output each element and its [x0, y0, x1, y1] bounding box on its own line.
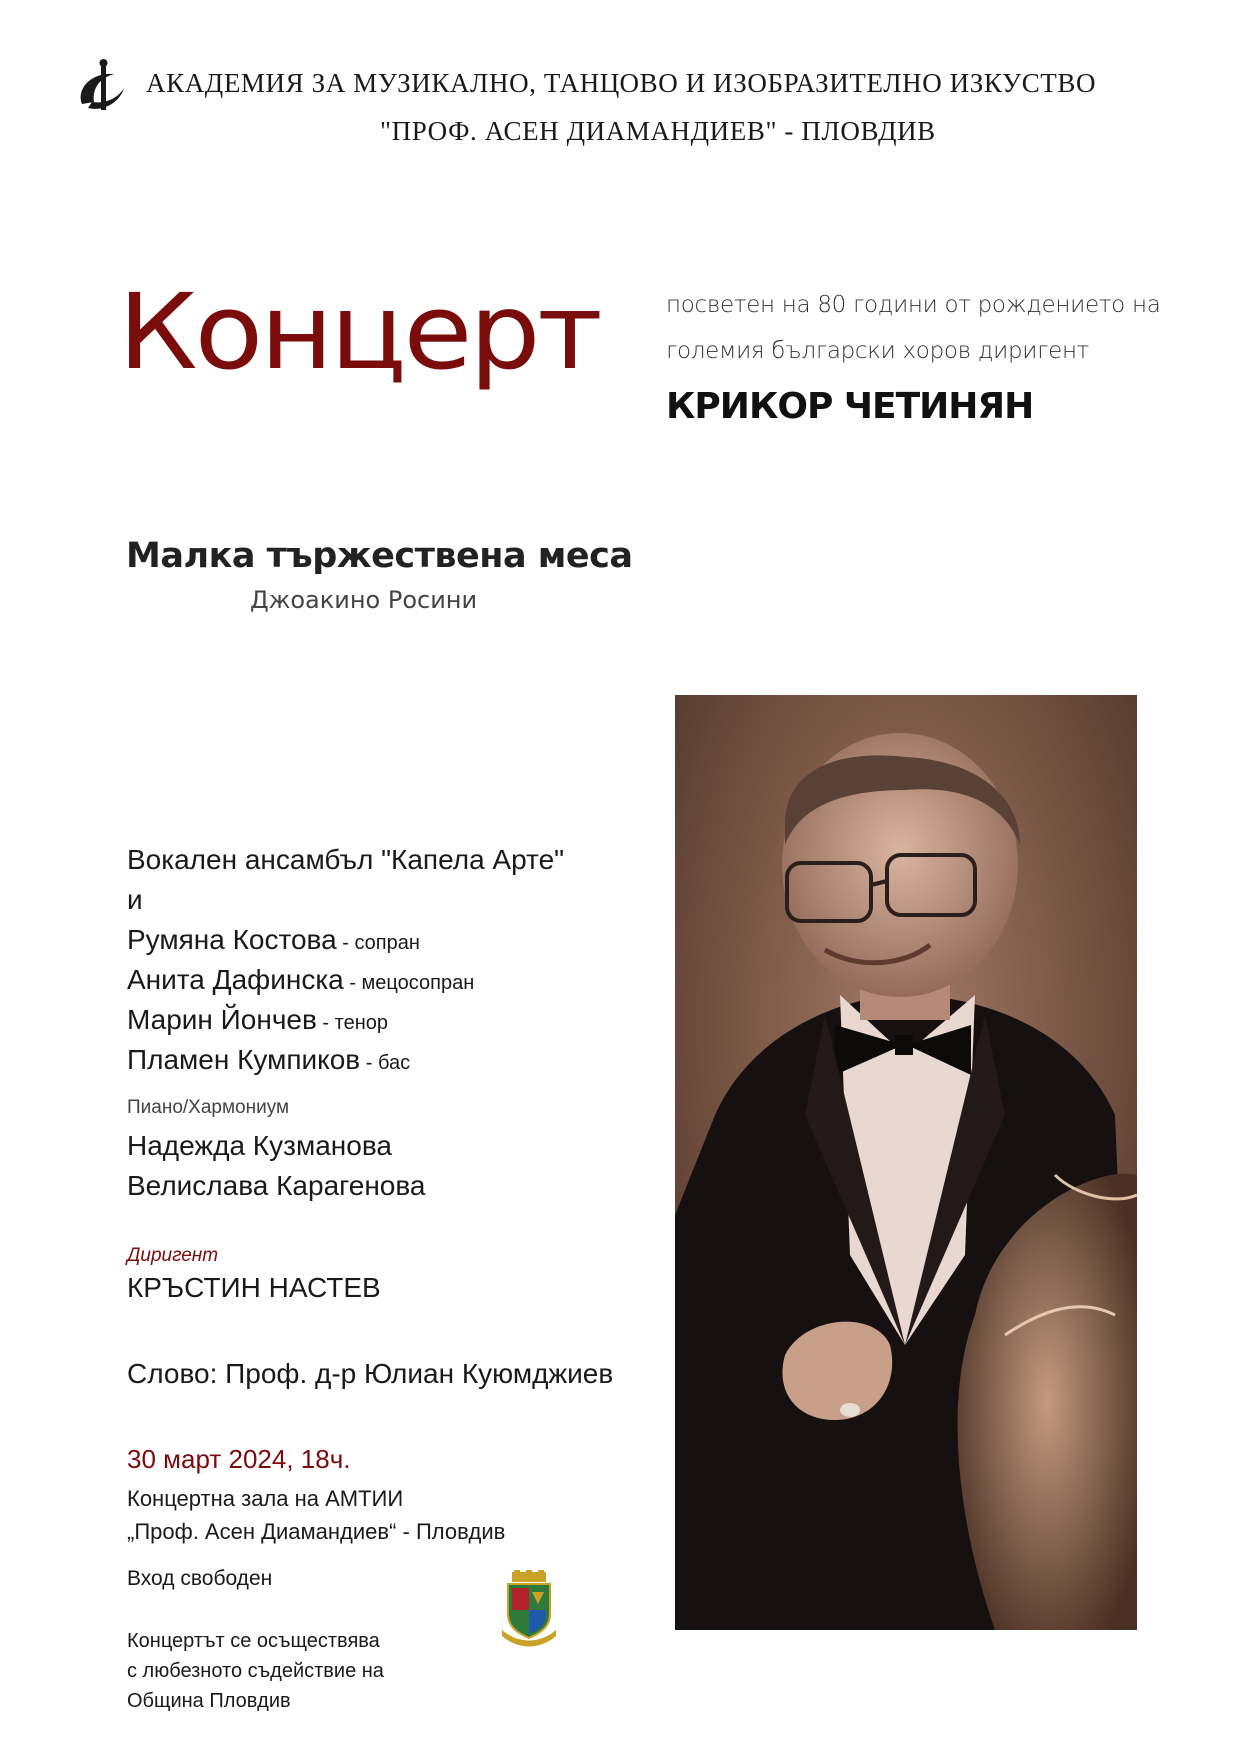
conductor-name: КРЪСТИН НАСТЕВ	[127, 1272, 381, 1303]
speech-credit: Слово: Проф. д-р Юлиан Куюмджиев	[127, 1358, 614, 1389]
support-line2: с любезното съдействие на	[127, 1660, 384, 1682]
academy-name-line1: АКАДЕМИЯ ЗА МУЗИКАЛНО, ТАНЦОВО И ИЗОБРАЗИТЕЛНО ИЗКУСТВО	[146, 68, 1097, 98]
soloist-row	[127, 960, 564, 1000]
support-line3: Община Пловдив	[127, 1690, 291, 1712]
pianist-name: Велислава Карагенова	[127, 1170, 426, 1201]
pianists-list	[127, 1126, 425, 1206]
soloist-row	[127, 1000, 564, 1040]
plovdiv-coat-of-arms-icon	[498, 1570, 560, 1648]
dedication-line1: посветен на 80 години от рождението на	[666, 292, 1161, 318]
portrait-photo	[675, 695, 1137, 1630]
soloist-role: - бас	[360, 1052, 411, 1074]
piano-label: Пиано/Хармониум	[127, 1097, 290, 1118]
performers-list	[127, 840, 564, 1080]
soloist-name: Марин Йончев	[127, 1004, 317, 1035]
composer-name: Джоакино Росини	[250, 586, 478, 614]
soloist-name: Анита Дафинска	[127, 964, 344, 995]
support-note	[127, 1626, 384, 1716]
support-line1: Концертът се осъществява	[127, 1630, 380, 1652]
conjunction: и	[127, 884, 143, 915]
academy-logo-icon	[74, 58, 128, 116]
page-title: Концерт	[118, 271, 600, 393]
conductor-label: Диригент	[127, 1245, 219, 1266]
dedication-line2: големия български хоров диригент	[666, 338, 1090, 364]
soloist-name: Пламен Кумпиков	[127, 1044, 361, 1075]
soloist-role: - мецосопран	[343, 972, 475, 994]
work-title: Малка тържествена меса	[126, 536, 633, 576]
academy-name-line2: "ПРОФ. АСЕН ДИАМАНДИЕВ" - ПЛОВДИВ	[380, 116, 936, 146]
soloist-row	[127, 1040, 564, 1080]
event-venue	[127, 1482, 505, 1548]
soloist-role: - тенор	[316, 1012, 388, 1034]
honoree-name: КРИКОР ЧЕТИНЯН	[666, 386, 1034, 427]
entry-note: Вход свободен	[127, 1567, 273, 1590]
soloist-role: - сопран	[336, 932, 420, 954]
event-date: 30 март 2024, 18ч.	[127, 1444, 351, 1474]
soloist-name: Румяна Костова	[127, 924, 337, 955]
soloist-row	[127, 920, 564, 960]
venue-line1: Концертна зала на АМТИИ	[127, 1486, 404, 1511]
pianist-name: Надежда Кузманова	[127, 1130, 392, 1161]
ensemble-name: Вокален ансамбъл "Капела Арте"	[127, 844, 565, 875]
venue-line2: „Проф. Асен Диамандиев“ - Пловдив	[127, 1519, 506, 1544]
